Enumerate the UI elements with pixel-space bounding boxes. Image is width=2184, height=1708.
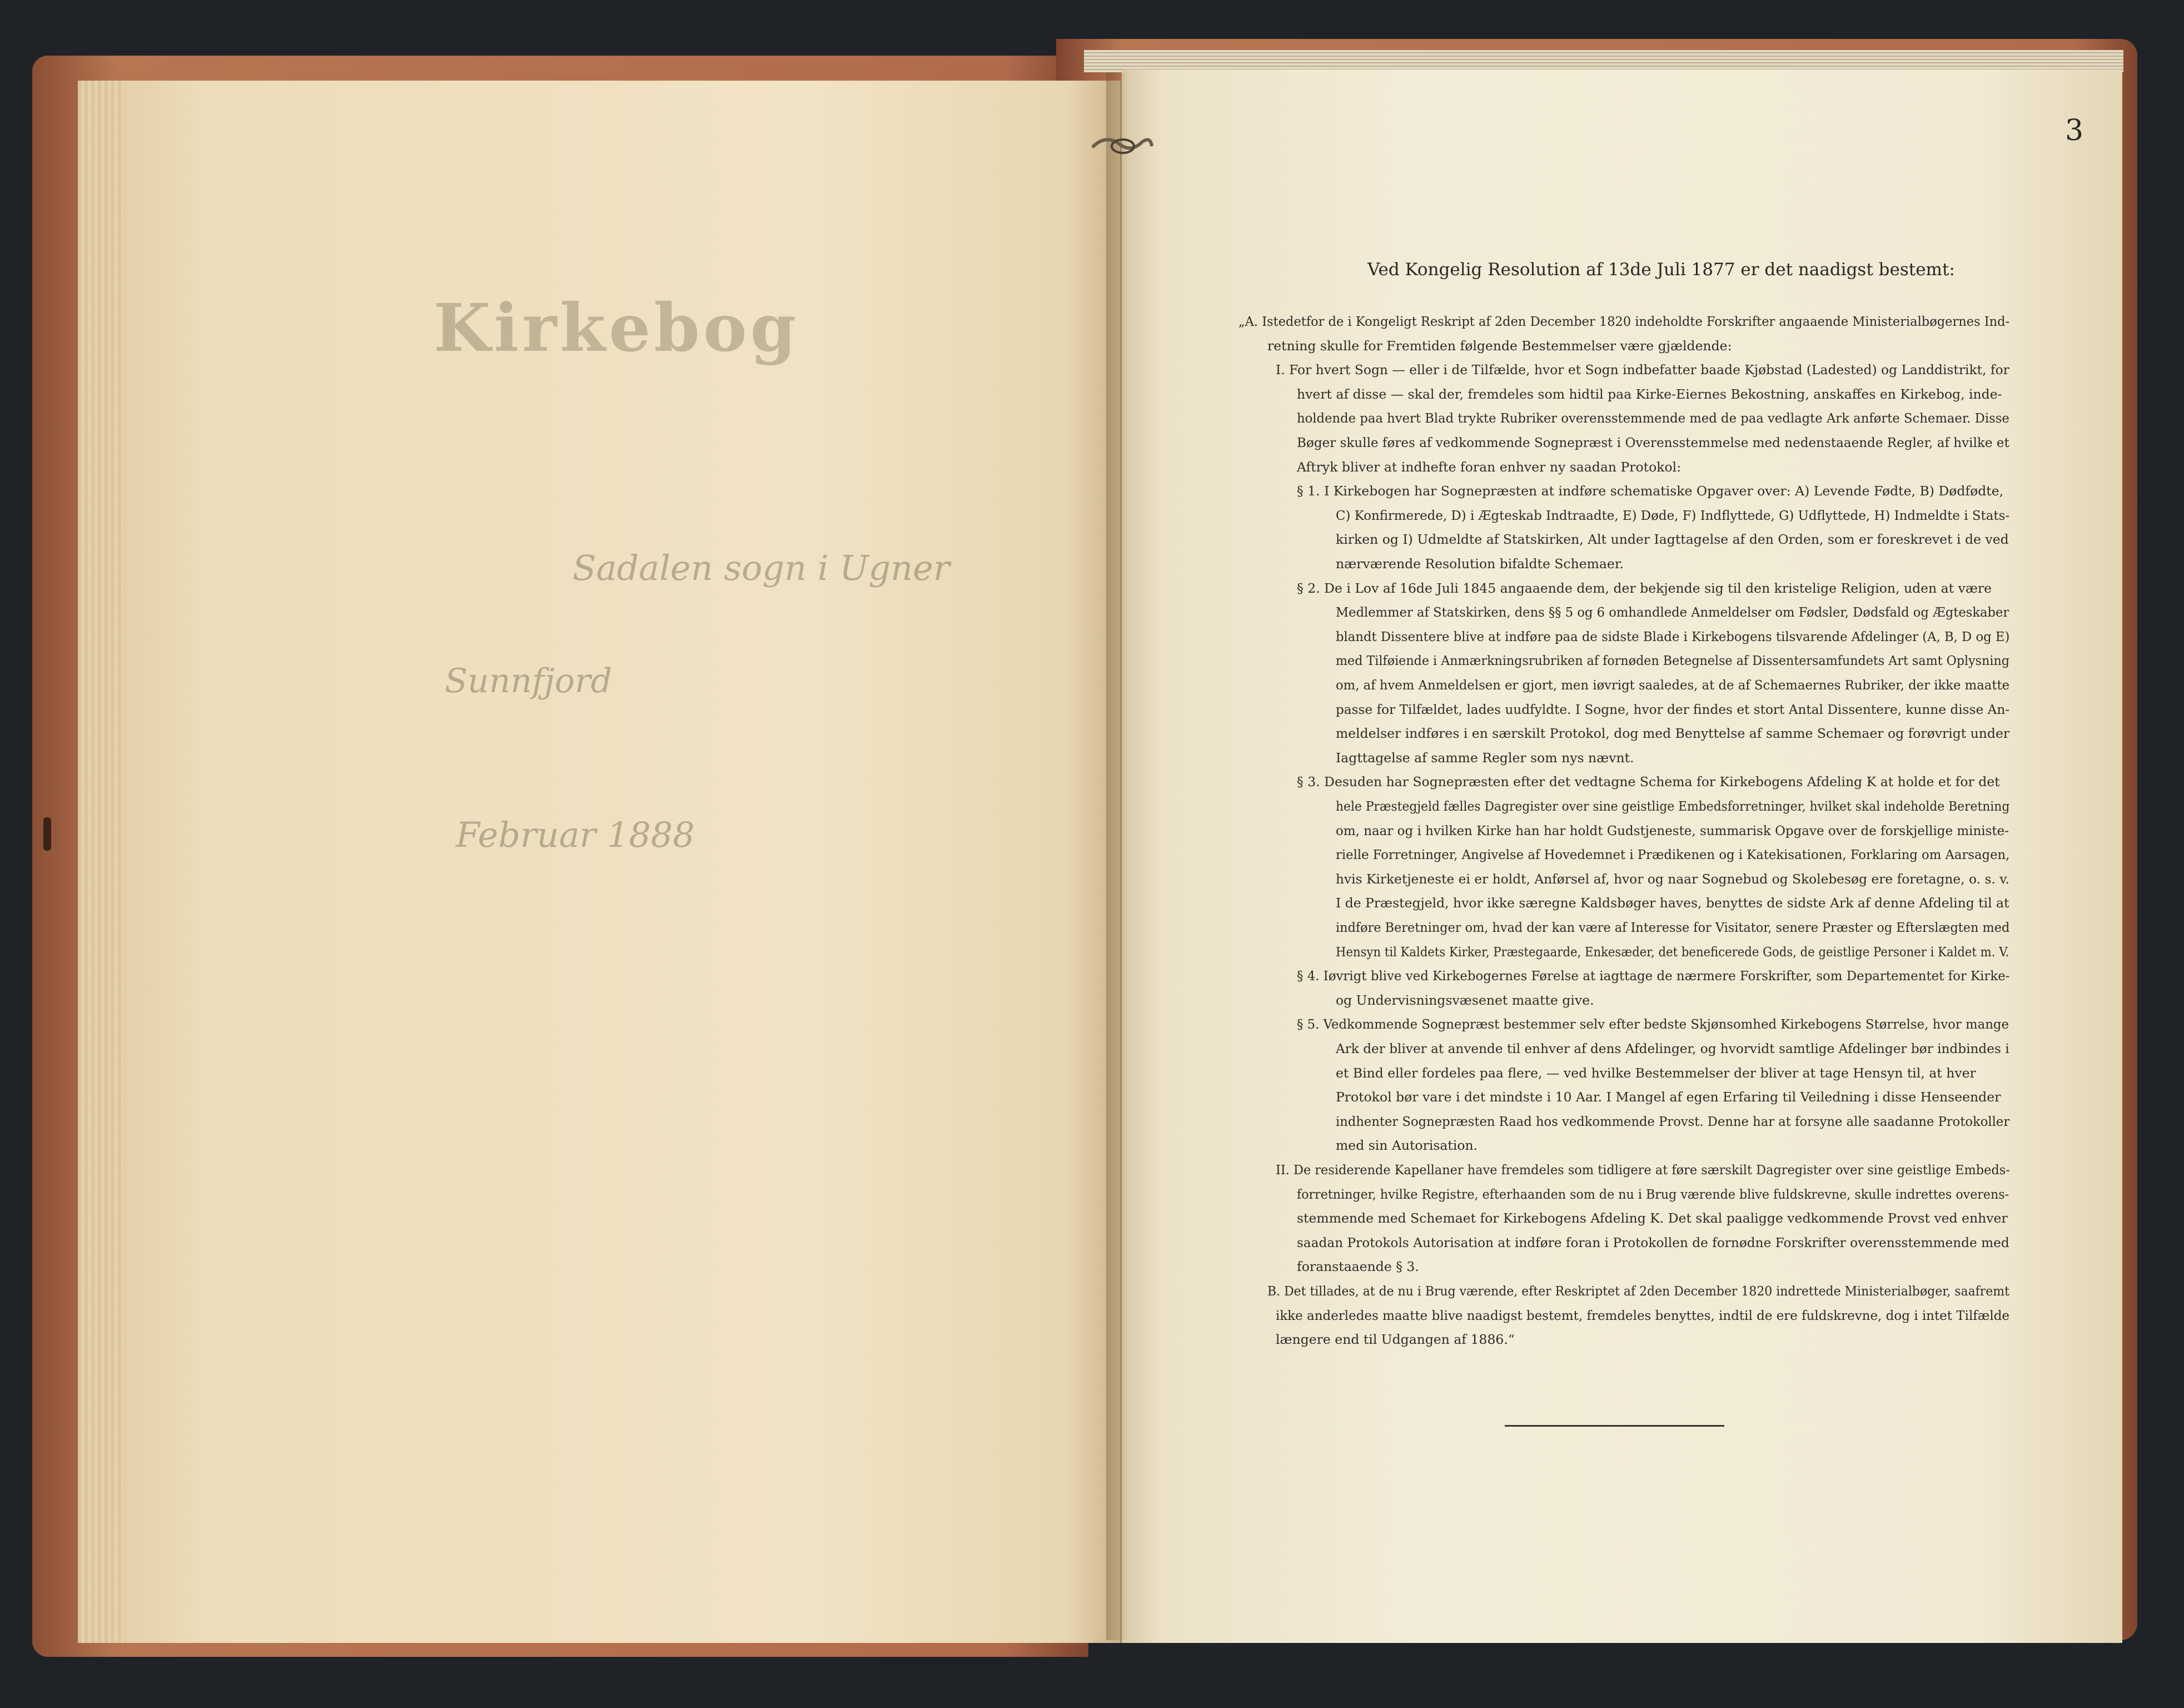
body-line: Medlemmer af Statskirken, dens §§ 5 og 6 omhandlede Anmeldelser om Fødsler, Dødsfald og Ægteskaber <box>1336 604 2009 620</box>
left-page-handwriting-parish: Sadalen sogn i Ugner <box>573 548 950 588</box>
body-line: passe for Tilfældet, lades uudfyldte. I Sogne, hvor der findes et stort Antal Dissentere, kunne disse An- <box>1336 701 2010 717</box>
left-page-stack-edge <box>78 81 125 1643</box>
body-line: Hensyn til Kaldets Kirker, Præstegaarde, Enkesæder, det beneficerede Gods, de geistlige Personer i Kaldet m. V. <box>1336 944 2009 960</box>
body-line: Protokol bør vare i det mindste i 10 Aar. I Mangel af egen Erfaring til Veiledning i disse Henseender <box>1336 1089 2001 1105</box>
body-line: § 2. De i Lov af 16de Juli 1845 angaaende dem, der bekjende sig til den kristelige Religion, uden at være <box>1297 580 1992 596</box>
body-line: nærværende Resolution bifaldte Schemaer. <box>1336 556 1624 572</box>
body-line: saadan Protokols Autorisation at indføre foran i Protokollen de fornødne Forskrifter overensstemmende med <box>1297 1234 2009 1250</box>
body-line: om, naar og i hvilken Kirke han har holdt Gudstjeneste, summarisk Opgave over de forskjellige ministe- <box>1336 822 2009 838</box>
body-line: med sin Autorisation. <box>1336 1138 1478 1154</box>
body-line: retning skulle for Fremtiden følgende Bestemmelser være gjældende: <box>1267 337 1732 354</box>
end-rule <box>1505 1425 1724 1427</box>
body-line: og Undervisningsvæsenet maatte give. <box>1336 992 1594 1008</box>
body-line: forretninger, hvilke Registre, efterhaanden som de nu i Brug værende blive fuldskrevne, skulle indrettes overens- <box>1297 1186 2009 1202</box>
body-line: indhenter Sognepræsten Raad hos vedkommende Provst. Denne har at forsyne alle saadanne Protokoller <box>1336 1113 2010 1129</box>
resolution-heading: Ved Kongelig Resolution af 13de Juli 1877 er det naadigst bestemt: <box>1367 260 1955 280</box>
spine-shadow <box>1106 72 1128 1640</box>
body-line: hvis Kirketjeneste ei er holdt, Anførsel af, hvor og naar Sognebud og Skolebesøg ere foretagne, o. s. v. <box>1336 871 2010 887</box>
body-line: stemmende med Schemaet for Kirkebogens Afdeling K. Det skal paaligge vedkommende Provst ved enhver <box>1297 1210 2008 1227</box>
body-line: C) Konfirmerede, D) i Ægteskab Indtraadte, E) Døde, F) Indflyttede, G) Udflyttede, H) Indmeldte i Stats- <box>1336 507 2010 523</box>
body-line: med Tilføiende i Anmærkningsrubriken af fornøden Betegnelse af Dissentersamfundets Art samt Oplysning <box>1336 653 2010 669</box>
body-line: Iagttagelse af samme Regler som nys nævnt. <box>1336 749 1634 766</box>
body-line: „A. Istedetfor de i Kongeligt Reskript af 2den December 1820 indeholdte Forskrifter angaaende Ministerialbøgernes Ind- <box>1238 314 2010 329</box>
body-line: rielle Forretninger, Angivelse af Hovedemnet i Prædikenen og i Katekisationen, Forklaring om Aarsagen, <box>1336 847 2010 863</box>
body-line: hvert af disse — skal der, fremdeles som hidtil paa Kirke-Eiernes Bekostning, anskaffes en Kirkebog, inde- <box>1297 386 2002 402</box>
body-line: Aftryk bliver at indhefte foran enhver ny saadan Protokol: <box>1297 459 1681 475</box>
binding-thread-icon <box>1089 131 1156 164</box>
body-line: B. Det tillades, at de nu i Brug værende, efter Reskriptet af 2den December 1820 indrettede Ministerialbøger, saafremt <box>1267 1283 2009 1299</box>
body-line: indføre Beretninger om, hvad der kan være af Interesse for Visitator, senere Præster og Efterslægten med <box>1336 920 2010 935</box>
body-line: foranstaaende § 3. <box>1297 1259 1419 1275</box>
body-line: Ark der bliver at anvende til enhver af dens Afdelinger, og hvorvidt samtlige Afdelinger bør indbindes i <box>1336 1041 2009 1056</box>
left-page-faint-title: Kirkebog <box>434 289 800 366</box>
body-line: om, af hvem Anmeldelsen er gjort, men iøvrigt saaledes, at de af Schemaernes Rubriker, der ikke maatte <box>1336 677 2010 693</box>
body-line: § 5. Vedkommende Sognepræst bestemmer selv efter bedste Skjønsomhed Kirkebogens Størrelse, hvor mange <box>1297 1016 2009 1032</box>
body-line: ikke anderledes maatte blive naadigst bestemt, fremdeles benyttes, indtil de ere fuldskrevne, dog i intet Tilfælde <box>1276 1307 2010 1323</box>
body-line: I de Præstegjeld, hvor ikke særegne Kaldsbøger haves, benyttes de sidste Ark af denne Afdeling til at <box>1336 895 2009 911</box>
body-line: blandt Dissentere blive at indføre paa de sidste Blade i Kirkebogens tilsvarende Afdelinger (A, B, D og E) <box>1336 628 2010 644</box>
cover-damage-mark <box>43 817 51 851</box>
body-line: § 1. I Kirkebogen har Sognepræsten at indføre schematiske Opgaver over: A) Levende Fødte, B) Dødfødte, <box>1297 483 2004 499</box>
body-line: meldelser indføres i en særskilt Protokol, dog med Benyttelse af samme Schemaer og forøvrigt under <box>1336 726 2010 742</box>
body-line: hele Præstegjeld fælles Dagregister over sine geistlige Embedsforretninger, hvilket skal indeholde Beretning <box>1336 798 2010 814</box>
body-line: længere end til Udgangen af 1886.“ <box>1276 1332 1515 1348</box>
page-number: 3 <box>2065 114 2084 147</box>
right-page-stack-edge <box>1084 50 2123 72</box>
left-page-handwriting-deanery: Sunnfjord <box>445 662 613 701</box>
body-line: Bøger skulle føres af vedkommende Sognepræst i Overensstemmelse med nedenstaaende Regler, af hvilke et <box>1297 435 2009 450</box>
body-line: § 3. Desuden har Sognepræsten efter det vedtagne Schema for Kirkebogens Afdeling K at holde et for det <box>1297 774 2000 790</box>
body-line: II. De residerende Kapellaner have fremdeles som tidligere at føre særskilt Dagregister over sine geistlige Embeds- <box>1276 1162 2010 1178</box>
body-line: § 4. Iøvrigt blive ved Kirkebogernes Førelse at iagttage de nærmere Forskrifter, som Departementet for Kirke- <box>1297 968 2010 984</box>
body-line: I. For hvert Sogn — eller i de Tilfælde, hvor et Sogn indbefatter baade Kjøbstad (Ladested) og Landdistrikt, for <box>1276 362 2009 378</box>
body-line: et Bind eller fordeles paa flere, — ved hvilke Bestemmelser der bliver at tage Hensyn til, at hver <box>1336 1065 1976 1081</box>
left-page-handwriting-date: Februar 1888 <box>456 815 695 855</box>
body-line: kirken og I) Udmeldte af Statskirken, Alt under Iagttagelse af den Orden, som er foreskrevet i de ved <box>1336 532 2009 548</box>
body-line: holdende paa hvert Blad trykte Rubriker overensstemmende med de paa vedlagte Ark anførte Schemaer. Disse <box>1297 410 2009 426</box>
